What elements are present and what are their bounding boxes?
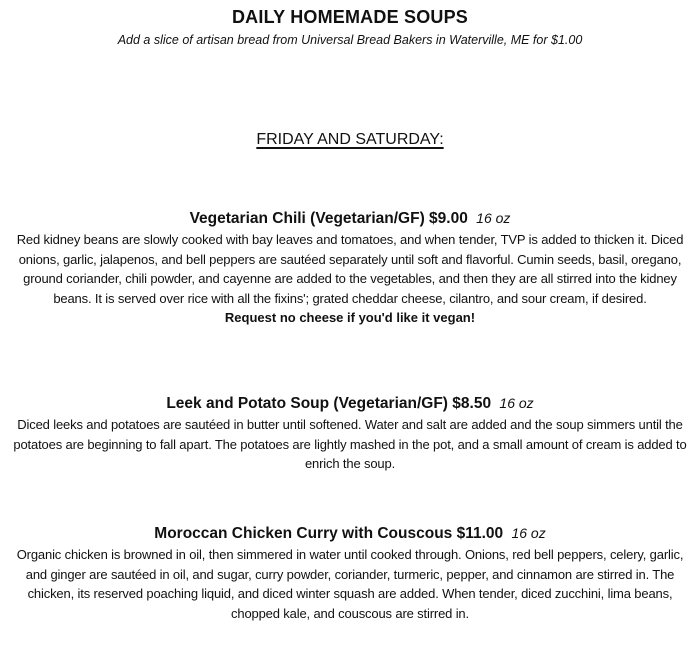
section-heading — [0, 130, 700, 150]
menu-item-leek-potato-soup — [0, 393, 700, 474]
menu-item-price: $11.00 — [456, 525, 504, 542]
page-title: DAILY HOMEMADE SOUPS — [231, 7, 469, 27]
menu-item-description: Red kidney beans are slowly cooked with bay leaves and tomatoes, and when tender, TVP is added to thicken it. Diced onions, garlic, jalapenos, and bell peppers are sautéed separately until soft and flavorful. Cumin seeds, basil, oregano, ground coriander, chili powder, and cayenne are added to the vegetables, and then they are all stirred into the kidney beans. It is served over rice with all the fixins'; grated cheddar cheese, cilantro, and sour cream, if desired. — [16, 232, 684, 306]
menu-item-size: 16 oz — [499, 395, 534, 411]
menu-item-title — [0, 523, 700, 544]
menu-item-price: $9.00 — [429, 210, 468, 227]
menu-item-name: Moroccan Chicken Curry with Couscous — [154, 525, 453, 542]
menu-item-vegan-note: Request no cheese if you'd like it vegan! — [224, 310, 476, 325]
menu-item-title — [0, 393, 700, 414]
menu-item-price: $8.50 — [452, 395, 492, 412]
menu-item-name: Vegetarian Chili (Vegetarian/GF) — [189, 210, 425, 227]
menu-item-moroccan-chicken-curry — [0, 523, 700, 623]
bread-addon-note: Add a slice of artisan bread from Universal Bread Bakers in Waterville, ME for $1.00 — [117, 33, 583, 47]
menu-item-name: Leek and Potato Soup (Vegetarian/GF) — [166, 395, 448, 412]
section-heading-text: FRIDAY AND SATURDAY: — [256, 131, 444, 148]
menu-item-title — [0, 208, 700, 229]
menu-item-vegetarian-chili — [0, 208, 700, 328]
menu-item-description: Diced leeks and potatoes are sautéed in butter until softened. Water and salt are added and the soup simmers until the potatoes are beginning to fall apart. The potatoes are lightly mashed in the pot, and a small amount of cream is added to enrich the soup. — [13, 417, 687, 471]
menu-item-size: 16 oz — [511, 525, 546, 541]
menu-item-description: Organic chicken is browned in oil, then simmered in water until cooked through. Onions, red bell peppers, celery, garlic, and ginger are sautéed in oil, and sugar, curry powder, coriander, turmeric, pepper, and cinnamon are stirred in. The chicken, its reserved poaching liquid, and diced winter squash are added. When tender, diced zucchini, lima beans, chopped kale, and couscous are stirred in. — [16, 547, 684, 621]
menu-item-size: 16 oz — [476, 210, 511, 226]
